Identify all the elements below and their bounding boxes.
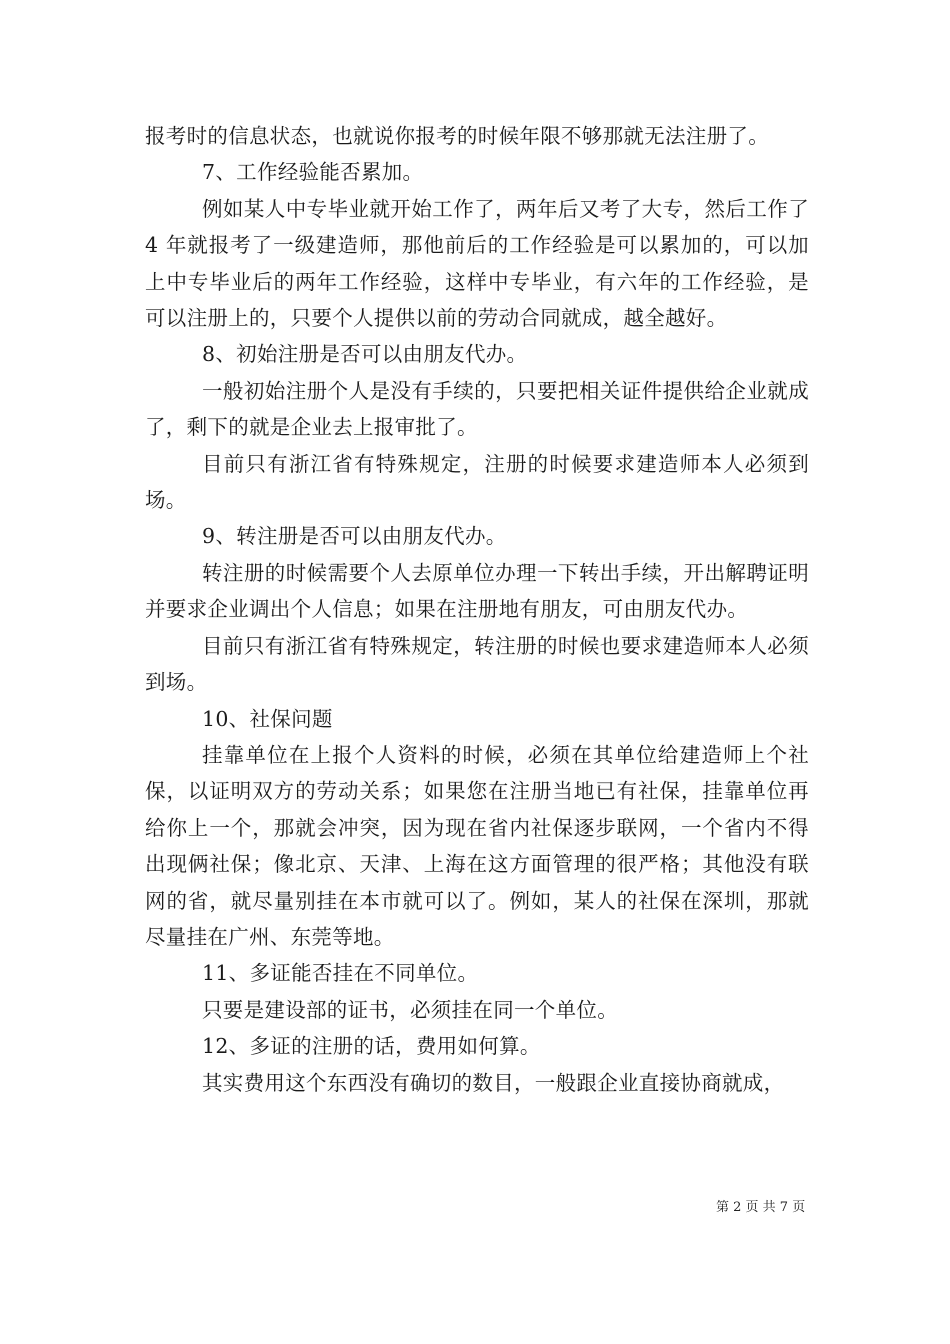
question-heading-7: 7、工作经验能否累加。 (202, 160, 424, 185)
document-body (145, 118, 809, 1101)
question-heading-10: 10、社保问题 (202, 706, 333, 731)
answer-paragraph-11: 只要是建设部的证书，必须挂在同一个单位。 (202, 997, 618, 1022)
question-heading-8: 8、初始注册是否可以由朋友代办。 (202, 342, 528, 367)
answer-paragraph-10: 挂靠单位在上报个人资料的时候，必须在其单位给建造师上个社保，以证明双方的劳动关系；如果您在注册当地已有社保，挂靠单位再给你上一个，那就会冲突，因为现在省内社保逐步联网，一个省内不得出现俩社保；像北京、天津、上海在这方面管理的很严格；其他没有联网的省，就尽量别挂在本市就可以了。例如，某人的社保在深圳，那就尽量挂在广州、东莞等地。 (145, 742, 809, 949)
answer-paragraph-8a: 一般初始注册个人是没有手续的，只要把相关证件提供给企业就成了，剩下的就是企业去上报审批了。 (145, 378, 809, 440)
answer-paragraph-7: 例如某人中专毕业就开始工作了，两年后又考了大专，然后工作了 4 年就报考了一级建造师，那他前后的工作经验是可以累加的，可以加上中专毕业后的两年工作经验，这样中专毕业，有六年的工作经验，是可以注册上的，只要个人提供以前的劳动合同就成，越全越好。 (145, 196, 809, 331)
paragraph-continuation: 报考时的信息状态，也就说你报考的时候年限不够那就无法注册了。 (145, 124, 769, 148)
question-heading-9: 9、转注册是否可以由朋友代办。 (202, 524, 507, 549)
question-heading-12: 12、多证的注册的话，费用如何算。 (202, 1034, 541, 1059)
answer-paragraph-12: 其实费用这个东西没有确切的数目，一般跟企业直接协商就成， (202, 1070, 785, 1095)
answer-paragraph-8b: 目前只有浙江省有特殊规定，注册的时候要求建造师本人必须到场。 (145, 451, 809, 513)
page-number-footer: 第 2 页 共 7 页 (716, 1200, 806, 1215)
question-heading-11: 11、多证能否挂在不同单位。 (202, 961, 479, 986)
answer-paragraph-9b: 目前只有浙江省有特殊规定，转注册的时候也要求建造师本人必须到场。 (145, 633, 809, 695)
answer-paragraph-9a: 转注册的时候需要个人去原单位办理一下转出手续，开出解聘证明并要求企业调出个人信息；如果在注册地有朋友，可由朋友代办。 (145, 560, 809, 622)
